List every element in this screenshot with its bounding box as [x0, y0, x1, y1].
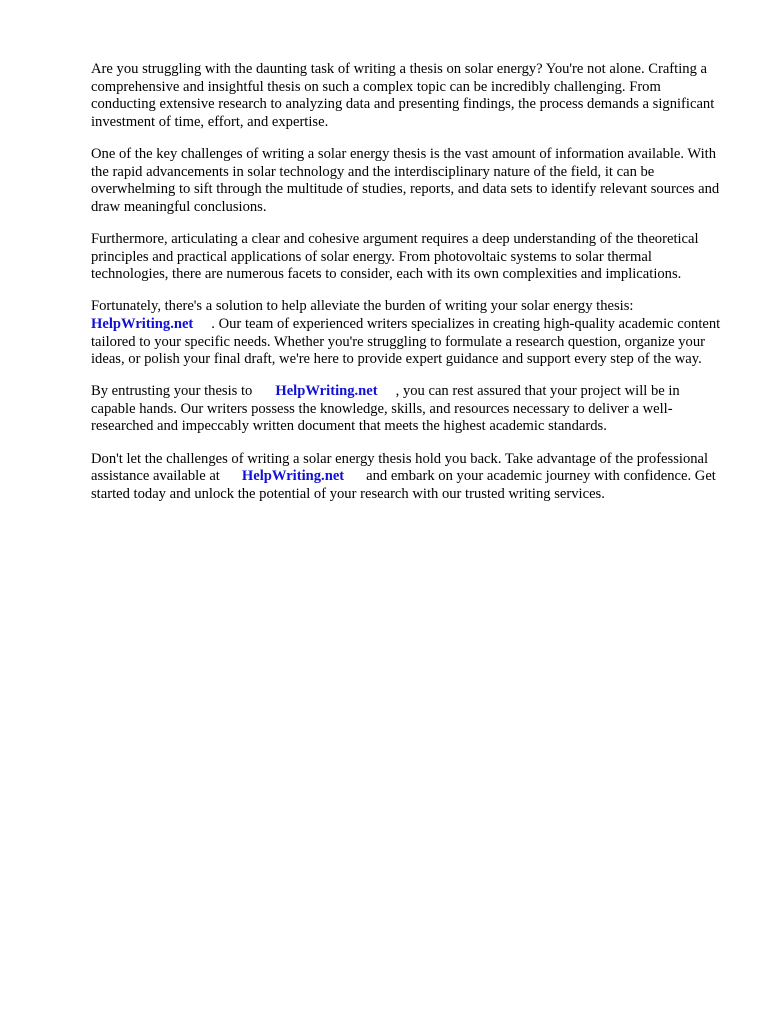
- document-body: [91, 61, 727, 518]
- helpwriting-link-1[interactable]: HelpWriting.net: [91, 315, 194, 332]
- paragraph-challenges: One of the key challenges of writing a solar energy thesis is the vast amount of information available. With the rapid advancements in solar technology and the interdisciplinary nature of the field, it can be overwhelming to sift through the multitude of studies, reports, and data sets to identify relevant sources and draw meaningful conclusions.: [91, 145, 720, 215]
- paragraph-argument: Furthermore, articulating a clear and cohesive argument requires a deep understanding of the theoretical principles and practical applications of solar energy. From photovoltaic systems to solar thermal technologies, there are numerous facets to consider, each with its own complexities and implications.: [91, 230, 699, 283]
- paragraph-entrust-rest: , you can rest assured that your project will be in capable hands. Our writers possess the knowledge, skills, and resources necessary to deliver a well-researched and impeccably written document that meets the highest academic standards.: [91, 383, 680, 435]
- helpwriting-link-3[interactable]: HelpWriting.net: [241, 468, 345, 485]
- helpwriting-link-2[interactable]: HelpWriting.net: [275, 383, 378, 400]
- paragraph-intro: Are you struggling with the daunting task of writing a thesis on solar energy? You're not alone. Crafting a comprehensive and insightful thesis on such a complex topic can be incredibly challenging. From conducting extensive research to analyzing data and presenting findings, the process demands a significant investment of time, effort, and expertise.: [91, 61, 715, 130]
- paragraph-closing-rest: and embark on your academic journey with confidence. Get started today and unlock the potential of your research with our trusted writing services.: [91, 468, 716, 502]
- paragraph-solution-lead: Fortunately, there's a solution to help alleviate the burden of writing your solar energy thesis:: [91, 298, 634, 315]
- paragraph-closing-lead: Don't let the challenges of writing a solar energy thesis hold you back. Take advantage of the professional assistance available at: [91, 450, 709, 485]
- paragraph-entrust: [91, 383, 727, 436]
- paragraph-entrust-lead: By entrusting your thesis to: [91, 383, 253, 400]
- paragraph-closing: [91, 451, 727, 504]
- paragraph-solution-rest: . Our team of experienced writers specializes in creating high-quality academic content tailored to your specific needs. Whether you're struggling to formulate a research question, organize your ideas, or polish your final draft, we're here to provide expert guidance and support every step of the way.: [91, 315, 721, 368]
- paragraph-solution: [91, 298, 727, 368]
